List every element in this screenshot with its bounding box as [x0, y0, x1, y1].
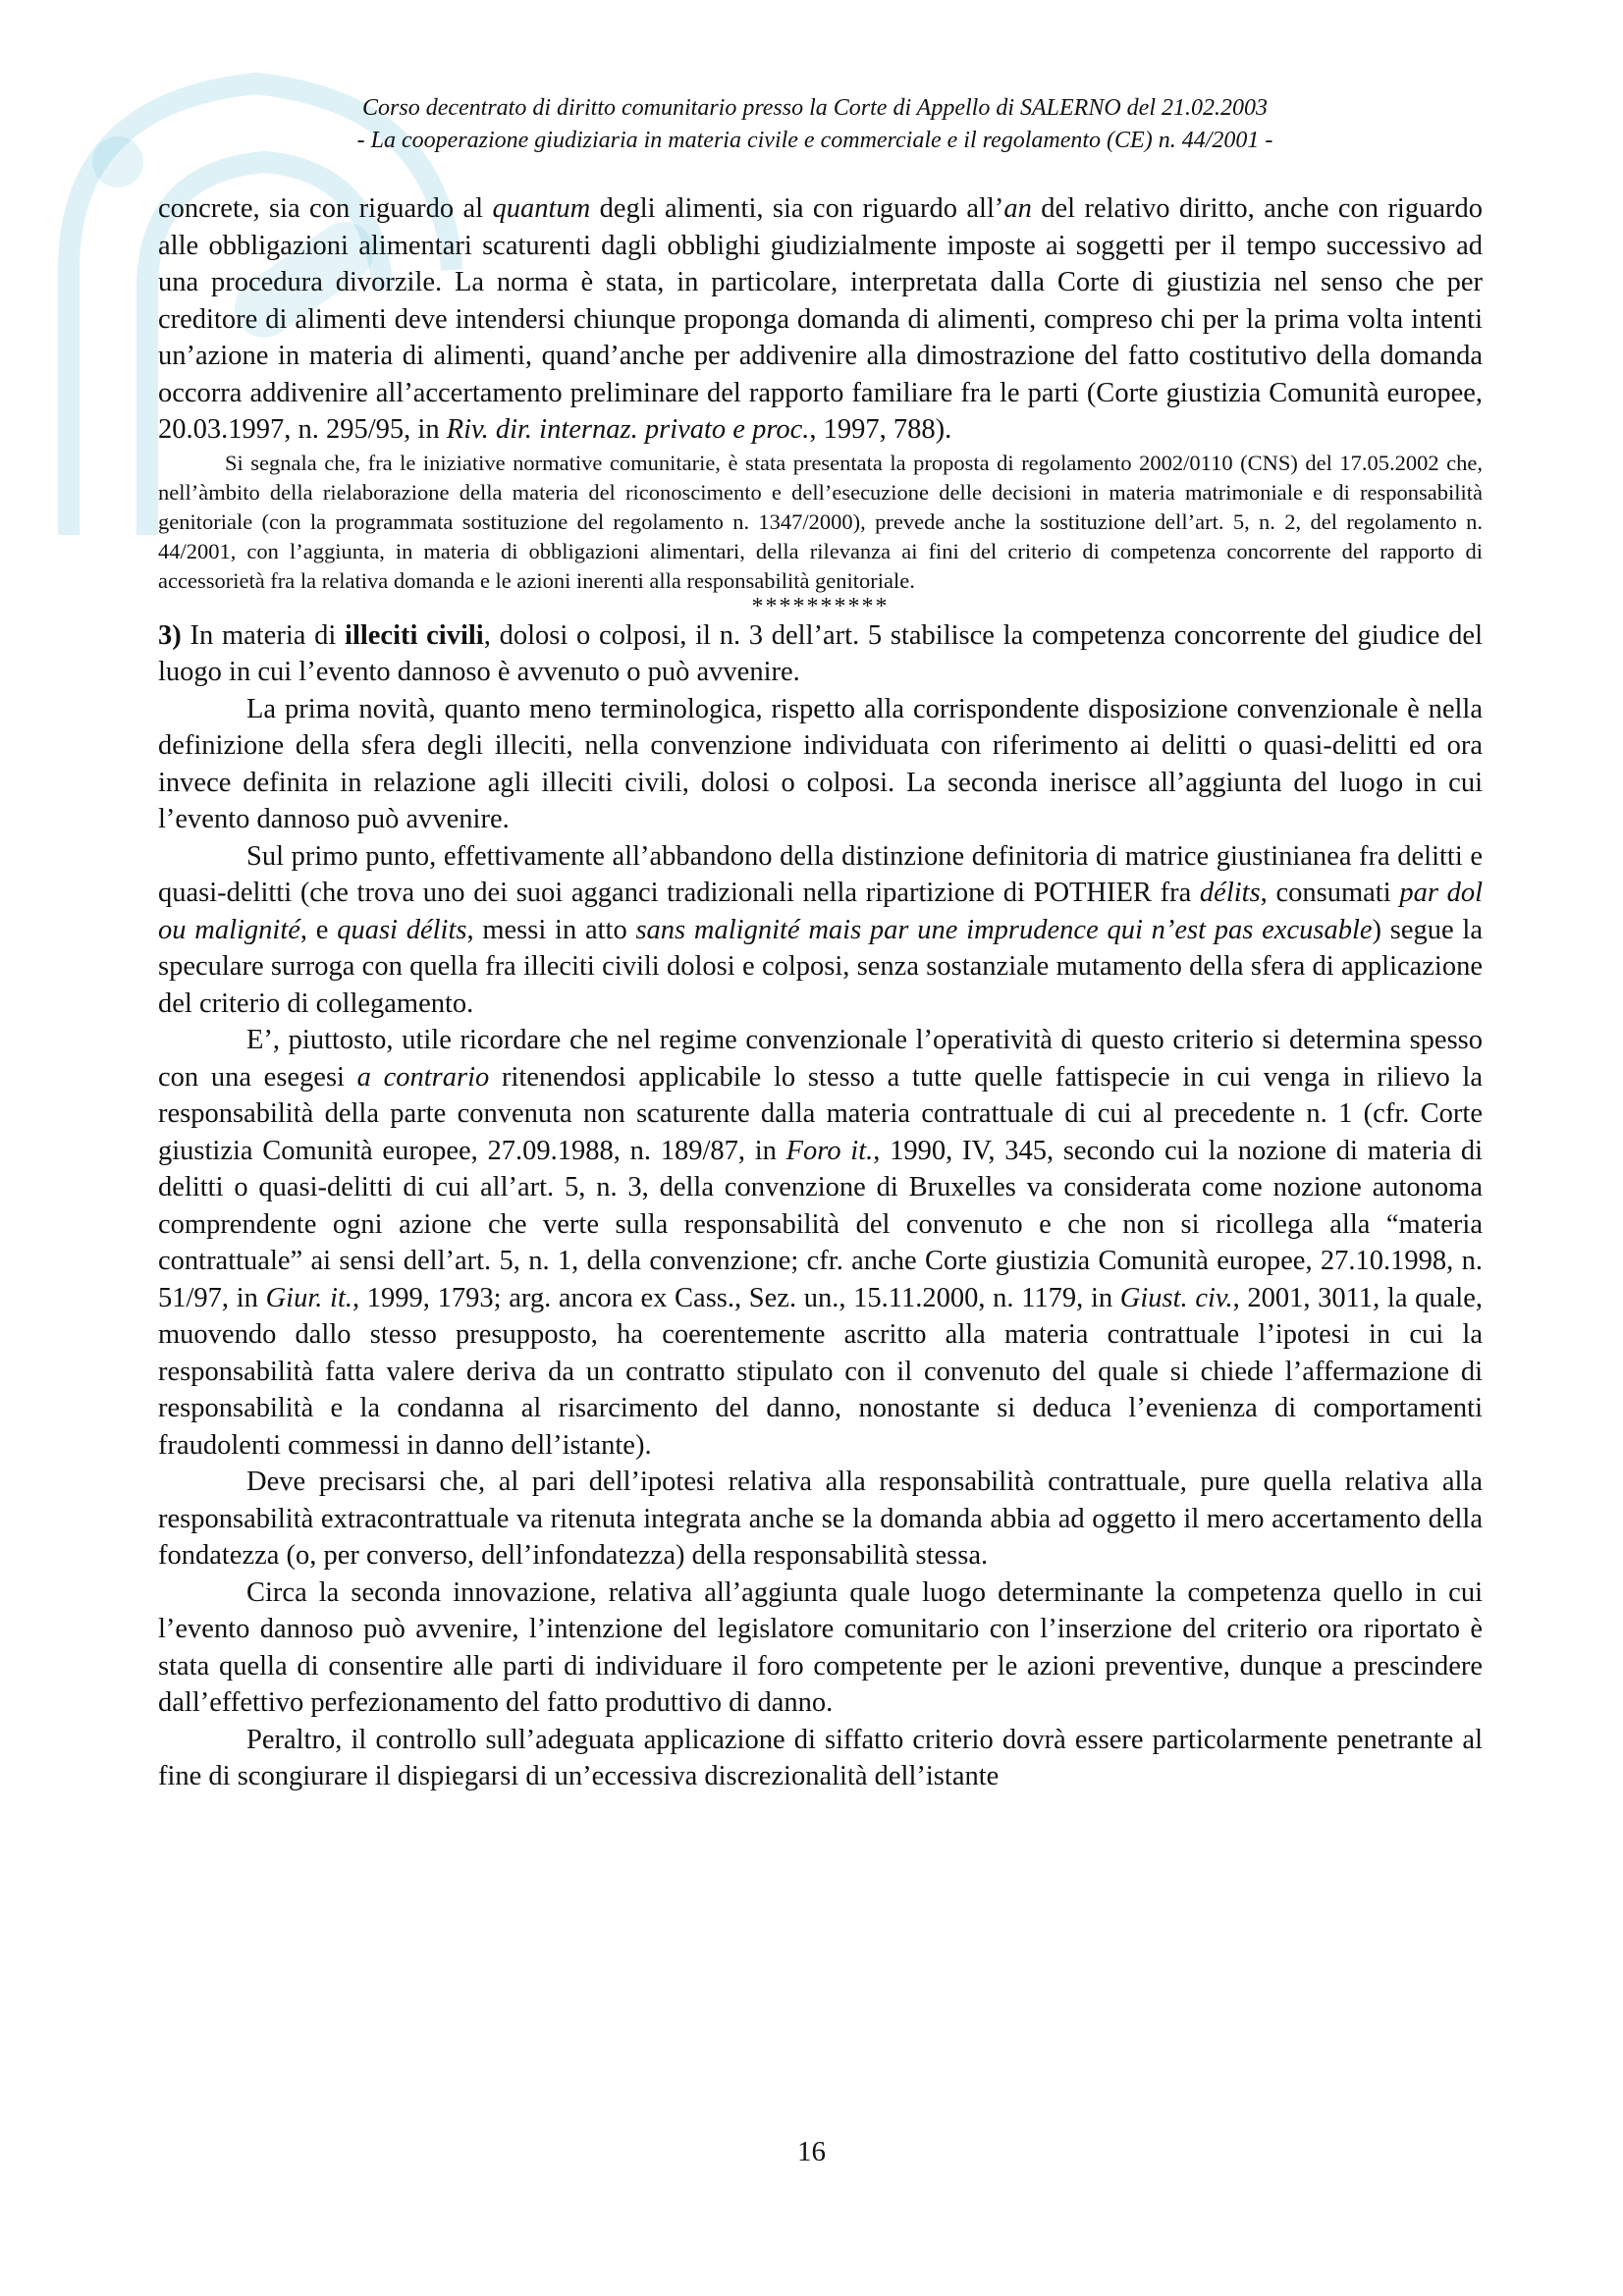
text-run: In materia di	[181, 619, 346, 651]
header-line-2: - La cooperazione giudiziaria in materia civile e commerciale e il regolamento (CE) n. 44/2001 -	[356, 128, 1273, 153]
text-run: degli alimenti, sia con riguardo all’	[590, 193, 1004, 224]
italic-run: a contrario	[356, 1061, 490, 1093]
text-run: , 1997, 788).	[809, 414, 952, 445]
text-run: , 1999, 1793; arg. ancora ex Cass., Sez. un., 15.11.2000, n. 1179, in	[352, 1282, 1120, 1313]
document-body	[158, 190, 1483, 1795]
text-run: concrete, sia con riguardo al	[158, 193, 493, 224]
text-run: del relativo diritto, anche con riguardo alle obbligazioni alimentari scaturenti dagli obblighi giudizialmente imposte ai soggetti per il tempo successivo ad una procedura divorzile. La norma è stata, in particolare, interpretata dalla Corte di giustizia nel senso che per creditore di alimenti deve intendersi chiunque proponga domanda di alimenti, compreso chi per la prima volta intenti un’azione in materia di alimenti, quand’anche per addivenire alla dimostrazione del fatto costitutivo della domanda occorra addivenire all’accertamento preliminare del rapporto familiare fra le parti (Corte giustizia Comunità europee, 20.03.1997, n. 295/95, in	[158, 193, 1483, 445]
paragraph-7: Circa la seconda innovazione, relativa all’aggiunta quale luogo determinante la competenza quello in cui l’evento dannoso può avvenire, l’intenzione del legislatore comunitario con l’inserzione del criterio ora riportato è stata quella di consentire alle parti di individuare il foro competente per le azioni preventive, dunque a prescindere dall’effettivo perfezionamento del fatto produttivo di danno.	[158, 1576, 1483, 1718]
paragraph-4	[158, 838, 1483, 1023]
bold-run: 3)	[158, 619, 182, 651]
paragraph-5	[158, 1022, 1483, 1464]
paragraph-3: La prima novità, quanto meno terminologica, rispetto alla corrispondente disposizione convenzionale è nella definizione della sfera degli illeciti, nella convenzione individuata con riferimento ai delitti o quasi-delitti ed ora invece definita in relazione agli illeciti civili, dolosi o colposi. La seconda inerisce all’aggiunta del luogo in cui l’evento dannoso può avvenire.	[158, 693, 1483, 834]
italic-run: délits	[1199, 878, 1261, 908]
text-run: , e	[299, 914, 338, 945]
text-run: Sul primo punto, effettivamente all’abbandono della distinzione definitoria di matrice giustinianea fra delitti e quasi-delitti (che trova uno dei suoi agganci tradizionali nella ripartizione di POTHIER fra	[158, 840, 1483, 908]
text-run: , messi in atto	[466, 914, 636, 945]
paragraph-6: Deve precisarsi che, al pari dell’ipotesi relativa alla responsabilità contrattuale, pure quella relativa alla responsabilità extracontrattuale va ritenuta integrata anche se la domanda abbia ad oggetto il mero accertamento della fondatezza (o, per converso, dell’infondatezza) della responsabilità stessa.	[158, 1467, 1483, 1571]
footnote-text: Si segnala che, fra le iniziative normative comunitarie, è stata presentata la proposta di regolamento 2002/0110 (CNS) del 17.05.2002 che, nell’àmbito della rielaborazione della materia del riconoscimento e dell’esecuzione delle decisioni in materia matrimoniale e di responsabilità genitoriale (con la programmata sostituzione del regolamento n. 1347/2000), prevede anche la sostituzione dell’art. 5, n. 2, del regolamento n. 44/2001, con l’aggiunta, in materia di obbligazioni alimentari, della rilevanza ai fini del criterio di competenza concorrente del rapporto di accessorietà fra la relativa domanda e le azioni inerenti alla responsabilità genitoriale.	[158, 450, 1483, 593]
paragraph-2	[158, 617, 1483, 691]
text-run: E’, piuttosto, utile ricordare che nel regime convenzionale l’operatività di questo criterio si determina spesso con una esegesi	[158, 1025, 1483, 1093]
italic-run: Giust. civ.	[1119, 1282, 1233, 1313]
italic-run: sans malignité mais par une imprudence qui n’est pas excusable	[635, 914, 1373, 945]
italic-run: Giur. it.	[265, 1282, 353, 1313]
watermark-shape	[92, 136, 143, 187]
italic-run: an	[1003, 193, 1032, 224]
page-number: 16	[797, 2136, 826, 2167]
text-run: ) segue la speculare surroga con quella fra illeciti civili dolosi e colposi, senza sostanziale mutamento della sfera di applicazione del criterio di collegamento.	[158, 914, 1483, 1019]
italic-run: par dol ou malignité	[158, 878, 1484, 945]
italic-run: Foro it.	[785, 1135, 874, 1166]
header-line-1: Corso decentrato di diritto comunitario presso la Corte di Appello di SALERNO del 21.02.2003	[362, 95, 1268, 121]
text-run: , 2001, 3011, la quale, muovendo dallo stesso presupposto, ha coerentemente ascritto alla materia contrattuale l’ipotesi in cui la responsabilità fatta valere deriva da un contratto stipulato con il convenuto del quale si chiede l’affermazione di responsabilità e la condanna al risarcimento del danno, nonostante si deduca l’evenienza di comportamenti fraudolenti commessi in danno dell’istante).	[158, 1282, 1484, 1461]
text-run: , dolosi o colposi, il n. 3 dell’art. 5 stabilisce la competenza concorrente del giudice del luogo in cui l’evento dannoso è avvenuto o può avvenire.	[158, 619, 1483, 687]
italic-run: quasi délits	[337, 914, 467, 945]
page-header	[167, 92, 1463, 157]
paragraph-8: Peraltro, il controllo sull’adeguata applicazione di siffatto criterio dovrà essere particolarmente penetrante al fine di scongiurare il dispiegarsi di un’eccessiva discrezionalità dell’istante	[158, 1724, 1483, 1791]
text-run: , consumati	[1260, 878, 1400, 908]
text-run: , 1990, IV, 345, secondo cui la nozione di materia di delitti o quasi-delitti di cui all’art. 5, n. 3, della convenzione di Bruxelles va considerata come nozione autonoma comprendente ogni azione che verte sulla responsabilità del convenuto e che non si ricollega alla “materia contrattuale” ai sensi dell’art. 5, n. 1, della convenzione; cfr. anche Corte giustizia Comunità europee, 27.10.1998, n. 51/97, in	[158, 1135, 1483, 1313]
footnote-block	[158, 449, 1483, 596]
section-separator: **********	[751, 593, 890, 619]
text-run: ritenendosi applicabile lo stesso a tutte quelle fattispecie in cui venga in rilievo la responsabilità della parte convenuta non scaturente dalla materia contrattuale di cui al precedente n. 1 (cfr. Corte giustizia Comunità europee, 27.09.1988, n. 189/87, in	[158, 1061, 1483, 1166]
italic-run: Riv. dir. internaz. privato e proc.	[446, 414, 810, 445]
bold-run: illeciti civili	[345, 619, 484, 651]
paragraph-1	[158, 190, 1483, 449]
italic-run: quantum	[492, 193, 591, 224]
